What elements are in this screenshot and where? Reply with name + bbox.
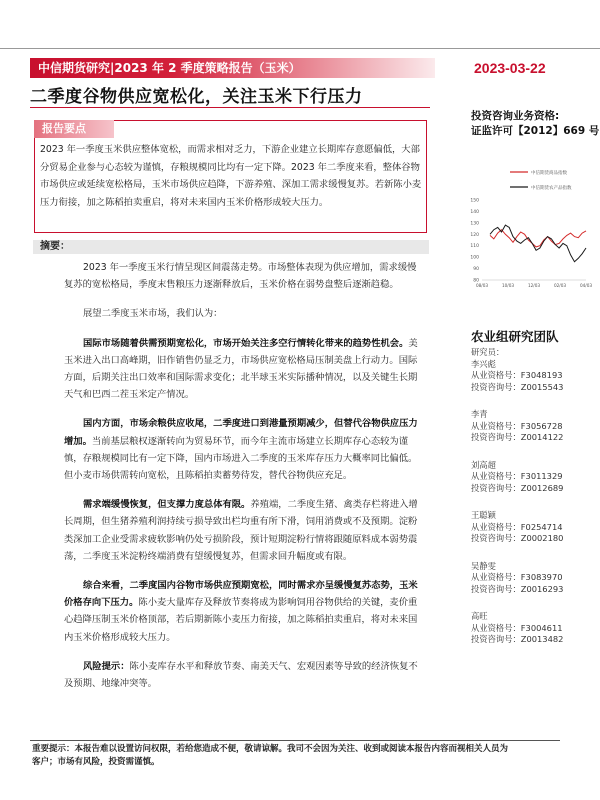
footer-line-1: 重要提示：本报告难以设置访问权限，若给您造成不便，敬请谅解。我司不会因为关注、收到或阅读本报告内容而视相关人员为 bbox=[32, 744, 509, 754]
member-license1: 从业资格号：F3004611 bbox=[471, 622, 563, 633]
member-name: 吴静雯 bbox=[471, 560, 496, 571]
member-license2: 投资咨询号：Z0016293 bbox=[471, 583, 564, 594]
y-tick-label: 150 bbox=[470, 198, 479, 204]
y-tick-label: 120 bbox=[470, 232, 479, 238]
member-name: 李兴彪 bbox=[471, 358, 496, 369]
y-tick-label: 100 bbox=[470, 255, 479, 261]
paragraph-6 bbox=[64, 577, 422, 646]
paragraph-3-text: 美玉米进入出口高峰期，旧作销售仍显乏力，市场供应宽松格局压制美盘上行动力。国际方面，后期关注出口效率和国际需求变化；北半球玉米实际播种情况，以及关键生长期天气和巴西二茬玉米定产情况。 bbox=[64, 337, 418, 401]
legend-label: 中信期货农产品指数 bbox=[531, 186, 572, 191]
x-tick-label: 02/03 bbox=[553, 283, 567, 288]
paragraph-5 bbox=[64, 496, 422, 565]
paragraph-5-lead: 需求端缓慢恢复，但支撑力度总体有限。 bbox=[83, 499, 251, 511]
member-license2: 投资咨询号：Z0014122 bbox=[471, 432, 564, 442]
member-license2: 投资咨询号：Z0013482 bbox=[471, 634, 564, 644]
member-name: 王聪颖 bbox=[471, 510, 496, 520]
paragraph-1 bbox=[64, 259, 422, 293]
series-line bbox=[490, 230, 586, 247]
team-member bbox=[471, 510, 596, 545]
risk-text: 陈小麦库存水平和释放节奏、南美天气、宏观因素等导致的经济恢复不及预期、地缘冲突等。 bbox=[64, 660, 418, 690]
paragraph-6-text: 陈小麦大量库存及释放节奏将成为影响饲用谷物供给的关键，麦价重心趋降压制玉米价格顶部，若后期新陈小麦压力衔接，加之陈稻拍卖重启，将对未来国内玉米价格形成较大压力。 bbox=[64, 597, 418, 643]
abstract-bar bbox=[33, 240, 429, 254]
team-member bbox=[471, 561, 596, 596]
member-license2: 投资咨询号：Z0002180 bbox=[471, 533, 564, 543]
member-license1: 从业资格号：F3011329 bbox=[471, 471, 563, 481]
x-tick-label: 10/03 bbox=[501, 283, 515, 288]
team-member bbox=[471, 409, 596, 444]
qualification-line1: 投资咨询业务资格: bbox=[471, 110, 560, 122]
team-member bbox=[471, 460, 596, 495]
member-name: 高旺 bbox=[471, 611, 488, 621]
team-list bbox=[471, 347, 596, 662]
risk-label: 风险提示： bbox=[83, 660, 130, 672]
qualification bbox=[471, 109, 599, 139]
page-title: 二季度谷物供应宽松化，关注玉米下行压力 bbox=[30, 87, 363, 107]
title-divider bbox=[30, 107, 430, 108]
y-tick-label: 90 bbox=[473, 267, 479, 273]
member-license1: 从业资格号：F3048193 bbox=[471, 370, 563, 380]
paragraph-7 bbox=[64, 658, 422, 692]
paragraph-3-lead: 国际市场随着供需预期宽松化，市场开始关注多空行情转化带来的趋势性机会。 bbox=[83, 337, 409, 349]
summary-tag: 报告要点 bbox=[34, 120, 114, 138]
y-tick-label: 130 bbox=[470, 221, 479, 227]
paragraph-5-text: 养殖端，二季度生猪、禽类存栏将进入增长周期，但生猪养殖利润持续亏损导致出栏均重有所下滑，饲用消费或不及预期。淀粉类深加工企业受需求疲软影响仍处亏损阶段，预计短期淀粉行情将跟随原料成本弱势震荡，二季度玉米淀粉终端消费有望缓慢复苏，但需求回升幅度或有限。 bbox=[64, 499, 418, 562]
paragraph-6-lead: 综合来看，二季度国内谷物市场供应预期宽松，同时需求亦呈缓慢复苏态势，玉米价格存向下压力。 bbox=[64, 580, 418, 609]
y-tick-label: 110 bbox=[470, 244, 479, 250]
x-tick-label: 08/03 bbox=[475, 283, 489, 288]
paragraph-2 bbox=[64, 305, 422, 322]
abstract-label: 摘要： bbox=[40, 241, 70, 252]
team-member bbox=[471, 611, 596, 646]
summary-text: 2023 年一季度玉米供应整体宽松，而需求相对乏力，下游企业建立长期库存意愿偏低，大部分贸易企业参与心态较为谨慎，存粮规模同比均有一定下降。2023 年二季度来看，整体谷物市场供应或延续宽松格局，玉米市场供应趋降，下游养殖、深加工需求缓慢复苏。若新陈小麦压力衔接，加之陈稻拍卖重启，将对未来国内玉米价格形成较大压力。 bbox=[40, 144, 422, 208]
y-tick-label: 80 bbox=[473, 278, 479, 284]
member-license2: 投资咨询号：Z0012689 bbox=[471, 482, 564, 493]
abstract-body bbox=[64, 259, 422, 704]
footer-divider bbox=[30, 740, 560, 741]
qualification-line2: 证监许可【2012】669 号 bbox=[471, 125, 600, 137]
legend-label: 中信期货商品指数 bbox=[531, 171, 567, 176]
index-chart bbox=[462, 160, 593, 290]
team-lead-label: 研究员： bbox=[471, 347, 505, 357]
footer-line-2: 客户；市场有风险，投资需谨慎。 bbox=[32, 757, 160, 767]
member-license1: 从业资格号：F3083970 bbox=[471, 572, 563, 582]
team-member bbox=[471, 359, 596, 394]
y-tick-label: 140 bbox=[470, 209, 479, 215]
member-license1: 从业资格号：F3056728 bbox=[471, 420, 563, 431]
paragraph-4-text: 当前基层粮权逐渐转向为贸易环节，而今年主流市场建立长期库存心态较为谨慎，存粮规模同比有一定下降，国内市场进入二季度的玉米库存压力大概率同比偏低。但小麦市场供需转向宽松，且陈稻拍卖蓄势待发，替代谷物供应充足。 bbox=[64, 435, 418, 482]
member-license1: 从业资格号：F0254714 bbox=[471, 521, 563, 532]
team-title: 农业组研究团队 bbox=[471, 329, 559, 344]
report-banner: 中信期货研究|2023 年 2 季度策略报告（玉米） bbox=[30, 58, 435, 78]
member-name: 李青 bbox=[471, 409, 488, 419]
footer-notice bbox=[32, 743, 572, 769]
x-tick-label: 04/03 bbox=[579, 283, 593, 288]
paragraph-4 bbox=[64, 415, 422, 484]
x-tick-label: 12/03 bbox=[527, 283, 541, 288]
member-license2: 投资咨询号：Z0015543 bbox=[471, 381, 564, 392]
paragraph-3 bbox=[64, 335, 422, 404]
paragraph-2-text: 展望二季度玉米市场，我们认为： bbox=[83, 308, 223, 320]
paragraph-1-text: 2023 年一季度玉米行情呈现区间震荡走势。市场整体表现为供应增加，需求缓慢复苏的宽松格局，季度末售粮压力逐渐释放后，玉米价格在弱势盘整后逐渐趋稳。 bbox=[64, 262, 417, 291]
paragraph-4-lead: 国内方面，市场余粮供应收尾，二季度进口到港量预期减少，但替代谷物供应压力增加。 bbox=[64, 418, 418, 447]
top-divider bbox=[0, 48, 600, 49]
series-line bbox=[490, 225, 586, 262]
report-date: 2023-03-22 bbox=[474, 60, 546, 76]
member-name: 刘高超 bbox=[471, 459, 496, 470]
